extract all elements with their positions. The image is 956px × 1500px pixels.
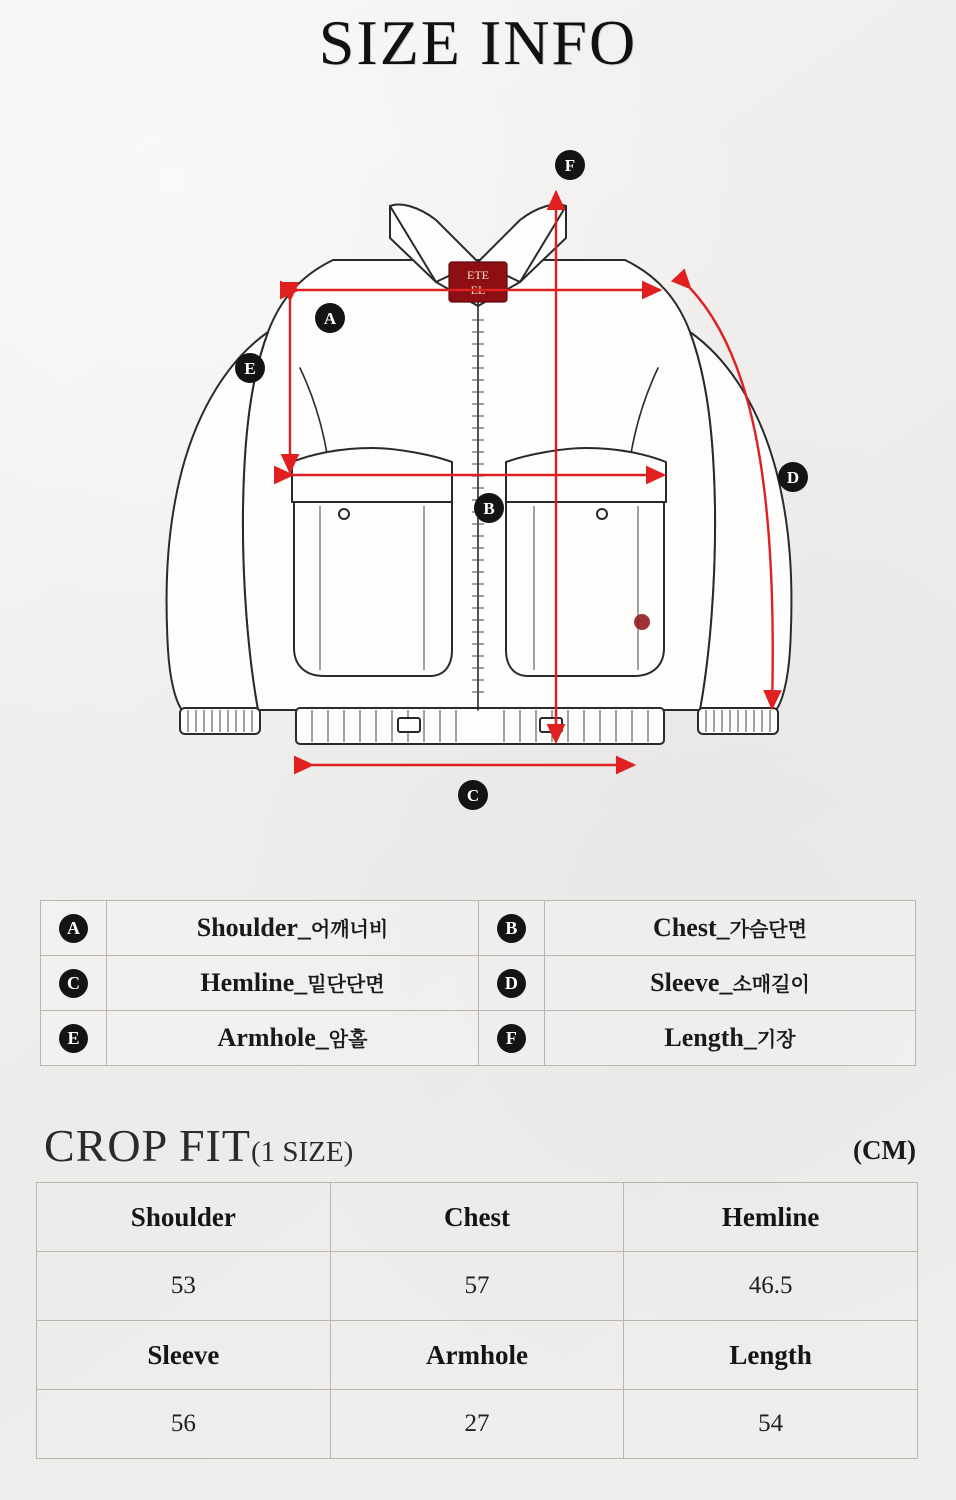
legend-row <box>41 901 916 956</box>
legend-label-chest <box>544 901 915 956</box>
legend-table <box>40 900 916 1066</box>
legend-label-en: Length_ <box>664 1023 757 1052</box>
legend-marker-a: A <box>41 901 107 956</box>
diagram-marker-d <box>778 462 808 492</box>
legend-label-ko: 암홀 <box>328 1027 368 1051</box>
jacket-diagram <box>0 110 956 840</box>
diagram-marker-a <box>315 303 345 333</box>
fit-size-note: (1 SIZE) <box>250 1136 354 1168</box>
legend-label-ko: 밑단단면 <box>307 972 385 996</box>
page-title: SIZE INFO <box>318 7 638 78</box>
legend-label-hemline <box>107 956 479 1011</box>
table-row <box>37 1252 918 1321</box>
value-hemline: 46.5 <box>624 1252 918 1321</box>
legend-row <box>41 956 916 1011</box>
svg-text:A: A <box>323 309 337 328</box>
legend-marker-f: F <box>478 1011 544 1066</box>
fit-name <box>44 1119 353 1172</box>
column-header-sleeve: Sleeve <box>37 1321 331 1390</box>
legend-row <box>41 1011 916 1066</box>
column-header-shoulder: Shoulder <box>37 1183 331 1252</box>
value-shoulder: 53 <box>37 1252 331 1321</box>
svg-text:C: C <box>466 786 480 805</box>
column-header-length: Length <box>624 1321 918 1390</box>
value-armhole: 27 <box>330 1390 624 1459</box>
legend-marker-b: B <box>478 901 544 956</box>
diagram-marker-e <box>235 353 265 383</box>
legend-marker-d: D <box>478 956 544 1011</box>
legend-label-armhole <box>107 1011 479 1066</box>
svg-text:D: D <box>786 468 800 487</box>
measurement-table <box>36 1182 918 1459</box>
value-sleeve: 56 <box>37 1390 331 1459</box>
svg-text:EL: EL <box>470 283 486 297</box>
diagram-marker-b <box>474 493 504 523</box>
value-chest: 57 <box>330 1252 624 1321</box>
column-header-armhole: Armhole <box>330 1321 624 1390</box>
diagram-marker-f <box>555 150 585 180</box>
legend-label-en: Chest_ <box>653 913 730 942</box>
legend-label-length <box>544 1011 915 1066</box>
legend-label-shoulder <box>107 901 479 956</box>
svg-text:B: B <box>483 499 495 518</box>
svg-text:E: E <box>244 359 256 378</box>
legend-marker-c: C <box>41 956 107 1011</box>
diagram-marker-c <box>458 780 488 810</box>
legend-label-ko: 소매길이 <box>732 972 810 996</box>
legend-label-sleeve <box>544 956 915 1011</box>
legend-label-ko: 어깨너비 <box>310 917 389 941</box>
legend-label-en: Sleeve_ <box>650 968 733 997</box>
legend-marker-e: E <box>41 1011 107 1066</box>
legend-label-ko: 가슴단면 <box>729 917 807 941</box>
legend-label-ko: 기장 <box>756 1027 796 1051</box>
value-length: 54 <box>624 1390 918 1459</box>
legend-label-en: Hemline_ <box>200 968 308 997</box>
legend-label-en: Armhole_ <box>217 1023 329 1052</box>
svg-text:ETE: ETE <box>467 268 489 282</box>
table-row <box>37 1321 918 1390</box>
fit-name-text: CROP FIT <box>44 1120 251 1171</box>
column-header-hemline: Hemline <box>624 1183 918 1252</box>
unit-label: (CM) <box>853 1135 916 1165</box>
table-row <box>37 1390 918 1459</box>
column-header-chest: Chest <box>330 1183 624 1252</box>
fit-heading <box>44 1112 916 1172</box>
svg-text:F: F <box>564 156 576 175</box>
table-row <box>37 1183 918 1252</box>
legend-label-en: Shoulder_ <box>196 913 311 942</box>
